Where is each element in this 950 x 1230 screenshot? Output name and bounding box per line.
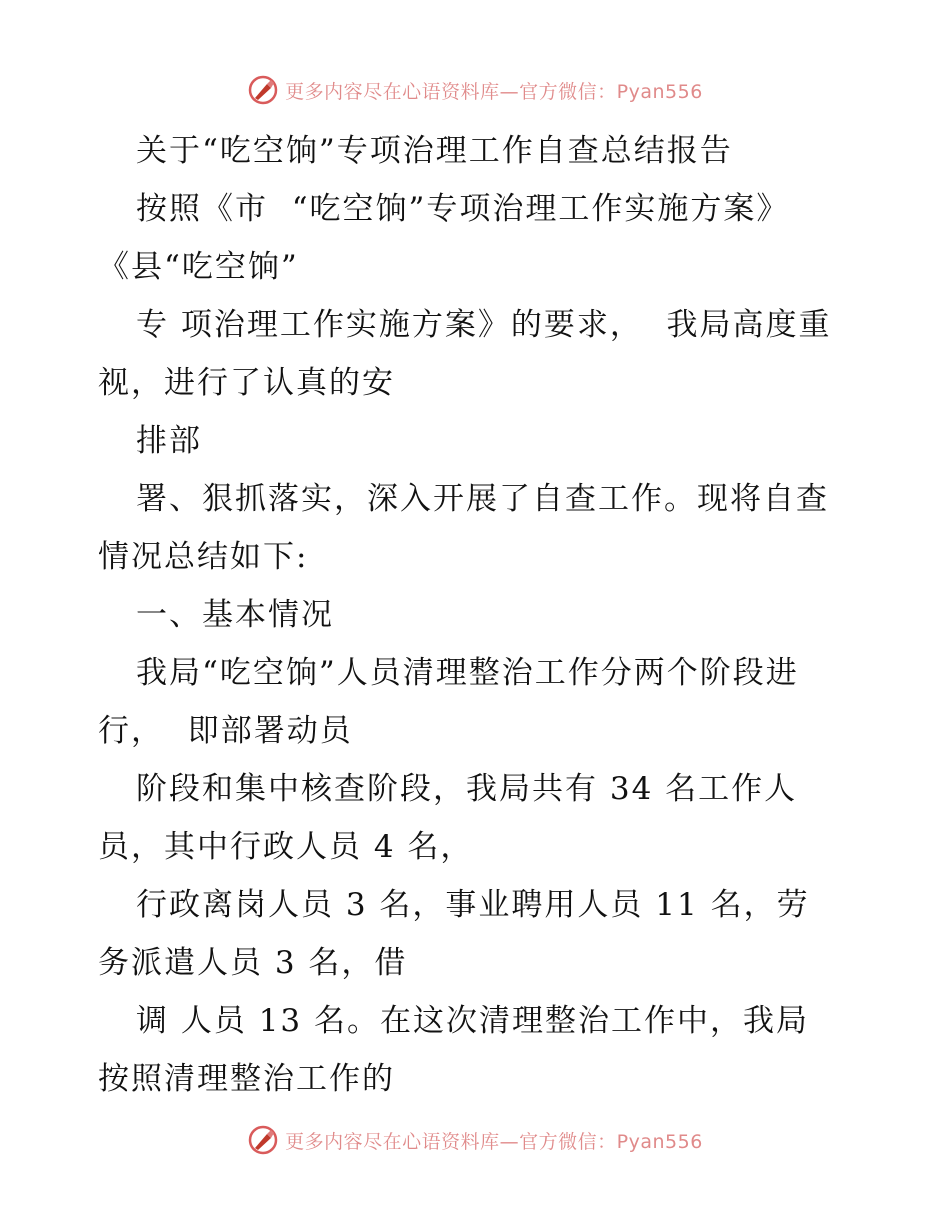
pen-nib-logo-icon <box>247 1124 279 1156</box>
text-line: 按照《市 “吃空饷”专项治理工作实施方案》 <box>136 191 790 227</box>
text-line: 行政离岗人员 3 名，事业聘用人员 11 名，劳 <box>136 887 810 923</box>
text-line: 我局“吃空饷”人员清理整治工作分两个阶段进 <box>136 655 799 691</box>
text-line: 专 项治理工作实施方案》的要求， 我局高度重 <box>136 307 832 343</box>
footer-watermark <box>0 1122 950 1158</box>
watermark-text: 更多内容尽在心语资料库—官方微信：Pyan556 <box>285 80 703 103</box>
watermark-text: 更多内容尽在心语资料库—官方微信：Pyan556 <box>285 1130 703 1153</box>
header-watermark <box>0 72 950 108</box>
text-line: 视，进行了认真的安 <box>98 365 395 401</box>
text-line: 调 人员 13 名。在这次清理整治工作中，我局 <box>136 1003 810 1039</box>
text-line: 务派遣人员 3 名，借 <box>98 945 408 981</box>
text-line: 员，其中行政人员 4 名， <box>98 829 474 865</box>
text-line: 按照清理整治工作的 <box>98 1061 395 1097</box>
text-line: 阶段和集中核查阶段，我局共有 34 名工作人 <box>136 771 798 807</box>
pen-nib-logo-icon <box>247 74 279 106</box>
text-line: 情况总结如下: <box>98 539 309 575</box>
document-body <box>98 122 858 1108</box>
text-line: 一、基本情况 <box>136 597 334 633</box>
text-line: 《县“吃空饷” <box>98 249 299 285</box>
text-line: 行， 即部署动员 <box>98 713 353 749</box>
text-line: 署、狠抓落实，深入开展了自查工作。现将自查 <box>136 481 829 517</box>
text-line: 关于“吃空饷”专项治理工作自查总结报告 <box>136 133 733 169</box>
text-line: 排部 <box>136 423 202 459</box>
